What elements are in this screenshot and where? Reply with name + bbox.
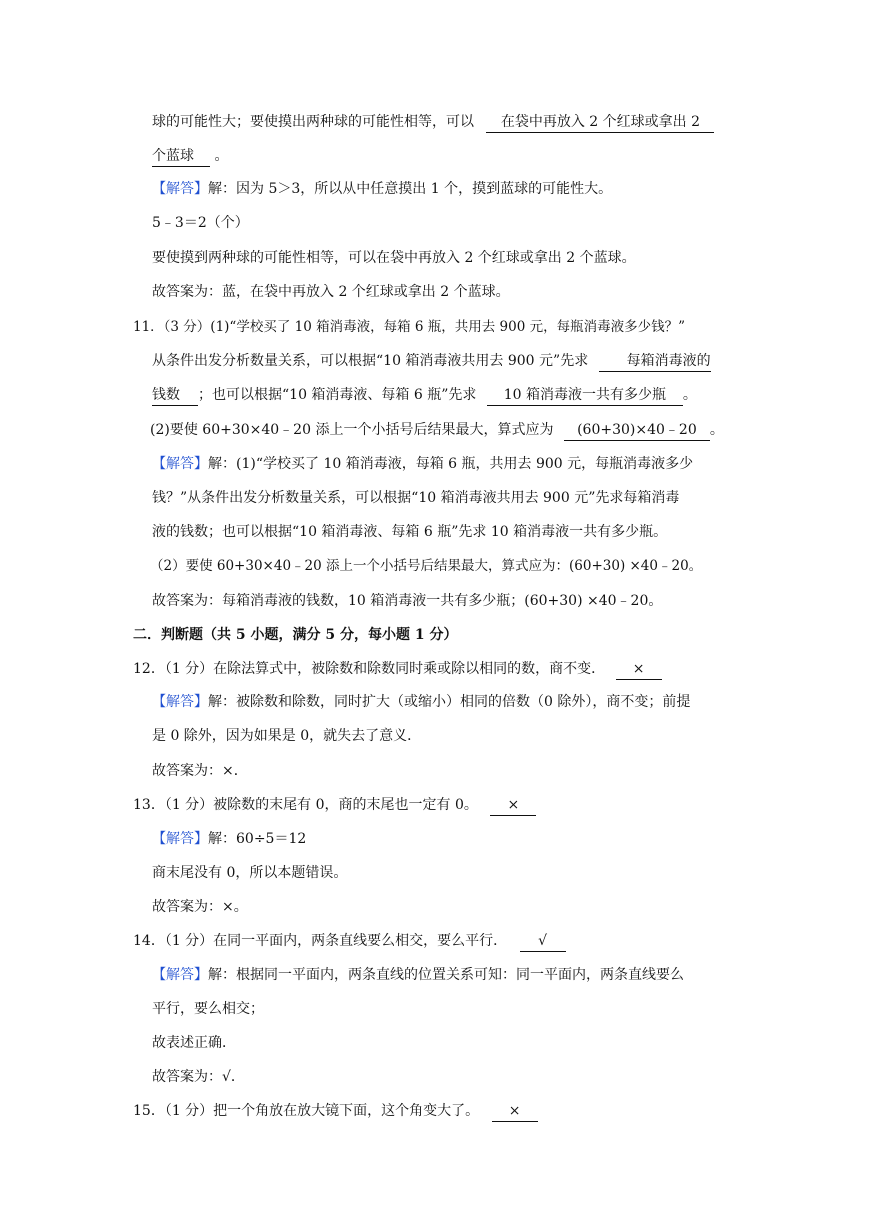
text: 。: [709, 422, 724, 438]
text: 球的可能性大；要使摸出两种球的可能性相等，可以: [152, 114, 474, 130]
solution-tag: 【解答】: [152, 456, 208, 472]
text: （2）要使 60+30×40﹣20 添上一个小括号后结果最大，算式应为：(60+30) ×40﹣20。: [150, 558, 703, 574]
text-line: [152, 488, 679, 508]
text: 故答案为：√．: [152, 1069, 245, 1085]
text: 11．（3 分）(1)“学校买了 10 箱消毒液，每箱 6 瓶，共用去 900 元，每瓶消毒液多少钱？”: [133, 319, 686, 335]
text-line: [152, 726, 421, 746]
text: 。: [682, 387, 697, 403]
section-heading: [133, 625, 457, 645]
text: 14．（1 分）在同一平面内，两条直线要么相交，要么平行．: [133, 933, 508, 949]
question-14: [133, 931, 566, 951]
text-line: [152, 112, 714, 132]
text: 5﹣3＝2（个）: [152, 215, 249, 231]
text: 商末尾没有 0，所以本题错误。: [152, 865, 348, 881]
text: 解：60÷5＝12: [208, 831, 307, 847]
answer-blank: ×: [492, 1101, 538, 1122]
text-line: [152, 897, 248, 917]
text: 解：被除数和除数，同时扩大（或缩小）相同的倍数（0 除外），商不变；前提: [208, 694, 691, 710]
text-line: [152, 863, 347, 883]
text-line: [152, 385, 697, 405]
answer-blank: ×: [616, 659, 662, 680]
answer-blank: 个蓝球: [152, 146, 210, 167]
text-line: [152, 1067, 245, 1087]
text: 故表述正确．: [152, 1035, 236, 1051]
answer-blank: 10 箱消毒液一共有多少瓶: [487, 385, 683, 406]
question-13: [133, 795, 536, 815]
answer-blank: 在袋中再放入 2 个红球或拿出 2: [486, 112, 714, 133]
text: 液的钱数；也可以根据“10 箱消毒液、每箱 6 瓶”先求 10 箱消毒液一共有多少瓶。: [152, 524, 668, 540]
text-line: [150, 420, 724, 440]
text-line: [152, 522, 667, 542]
text: 是 0 除外，因为如果是 0，就失去了意义．: [152, 728, 422, 744]
text: 13．（1 分）被除数的末尾有 0，商的末尾也一定有 0。: [133, 797, 478, 813]
text-line: [152, 248, 636, 268]
text-line: [150, 556, 702, 576]
text-line: [152, 351, 711, 371]
solution-tag: 【解答】: [152, 831, 208, 847]
text: 解：因为 5＞3，所以从中任意摸出 1 个，摸到蓝球的可能性大。: [208, 181, 613, 197]
text: 15．（1 分）把一个角放在放大镜下面，这个角变大了。: [133, 1103, 480, 1119]
text-line: [152, 761, 248, 781]
answer-blank: √: [520, 931, 566, 952]
text: 故答案为：×。: [152, 899, 248, 915]
solution-tag: 【解答】: [152, 967, 208, 983]
text: ；也可以根据“10 箱消毒液、每箱 6 瓶”先求: [198, 387, 477, 403]
text: 解：(1)“学校买了 10 箱消毒液，每箱 6 瓶，共用去 900 元，每瓶消毒液多少: [208, 456, 694, 472]
text-line: [152, 213, 249, 233]
text: 故答案为：每箱消毒液的钱数，10 箱消毒液一共有多少瓶；(60+30) ×40﹣20。: [152, 593, 663, 609]
text-line: [152, 999, 264, 1019]
answer-blank: 钱数: [152, 385, 198, 406]
question-11: [133, 317, 685, 337]
text: 解：根据同一平面内，两条直线的位置关系可知：同一平面内，两条直线要么: [208, 967, 684, 983]
text: 12．（1 分）在除法算式中，被除数和除数同时乘或除以相同的数，商不变．: [133, 661, 606, 677]
answer-blank: 每箱消毒液的: [599, 351, 711, 372]
text-line: [152, 1033, 236, 1053]
text: 从条件出发分析数量关系，可以根据“10 箱消毒液共用去 900 元”先求: [152, 353, 589, 369]
solution-line: [152, 179, 612, 199]
solution-line: [152, 965, 684, 985]
text: 要使摸到两种球的可能性相等，可以在袋中再放入 2 个红球或拿出 2 个蓝球。: [152, 250, 636, 266]
text: (2)要使 60+30×40﹣20 添上一个小括号后结果最大，算式应为: [150, 422, 554, 438]
text-line: [152, 591, 662, 611]
text-line: [152, 282, 510, 302]
question-15: [133, 1101, 538, 1121]
answer-blank: ×: [490, 795, 536, 816]
solution-tag: 【解答】: [152, 694, 208, 710]
solution-line: [152, 692, 690, 712]
text: 。: [214, 148, 229, 164]
answer-blank: (60+30)×40﹣20: [564, 420, 710, 441]
text: 平行，要么相交；: [152, 1001, 264, 1017]
solution-tag: 【解答】: [152, 181, 208, 197]
text: 故答案为：蓝，在袋中再放入 2 个红球或拿出 2 个蓝球。: [152, 284, 510, 300]
solution-line: [152, 454, 693, 474]
text: 故答案为：×．: [152, 763, 248, 779]
text: 二．判断题（共 5 小题，满分 5 分，每小题 1 分）: [133, 627, 458, 643]
text: 钱？”从条件出发分析数量关系，可以根据“10 箱消毒液共用去 900 元”先求每箱消毒: [152, 490, 680, 506]
text-line: [152, 146, 228, 166]
solution-line: [152, 829, 306, 849]
question-12: [133, 659, 662, 679]
